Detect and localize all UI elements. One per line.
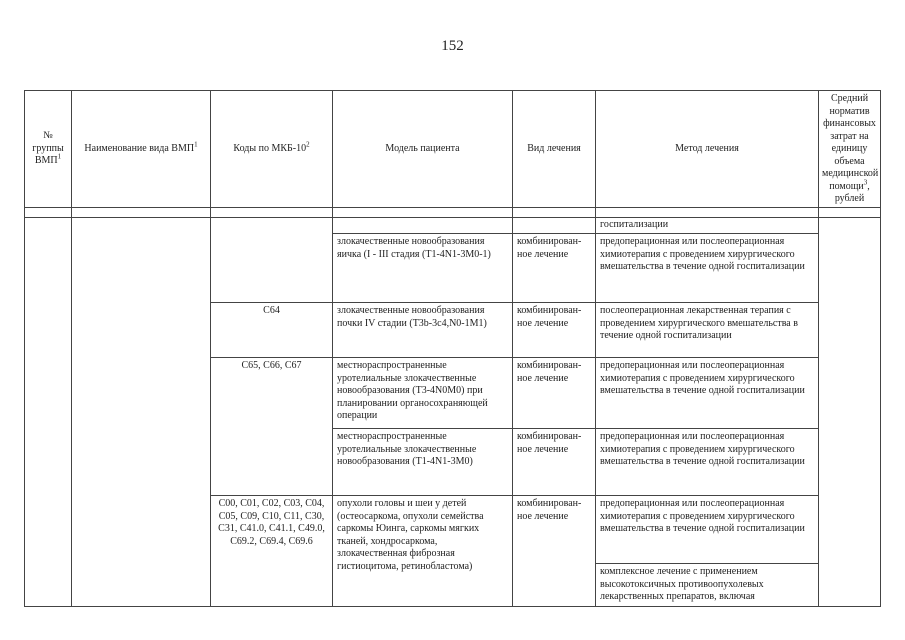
method-cell: комплексное лечение с применением высокотоксичных противоопухолевых лекарственных препаратов, включая xyxy=(596,564,819,607)
type-cell: комбинирован-ное лечение xyxy=(513,303,596,358)
vmp-table xyxy=(24,90,881,607)
codes-cell xyxy=(211,217,333,303)
model-cell: местнораспространенные уротелиальные злокачественные новообразования (T3-4N0M0) при планировании органосохраняющей операции xyxy=(333,358,513,429)
method-cell: предоперационная или послеоперационная химиотерапия с проведением хирургического вмешательства в течение одной госпитализации xyxy=(596,358,819,429)
type-cell: комбинирован-ное лечение xyxy=(513,358,596,429)
header-icd-codes: Коды по МКБ-$10^2$ xyxy=(211,91,333,208)
header-spacer-row xyxy=(25,207,881,217)
codes-cell: C00, C01, C02, C03, C04, C05, C09, C10, C11, C30, C31, C41.0, C41.1, C49.0, C69.2, C69.4, C69.6 xyxy=(211,496,333,607)
codes-cell: C65, C66, C67 xyxy=(211,358,333,496)
type-cell: комбинирован-ное лечение xyxy=(513,496,596,607)
vmp-name-cell xyxy=(72,217,211,606)
method-cell: предоперационная или послеоперационная химиотерапия с проведением хирургического вмешательства в течение одной госпитализации xyxy=(596,429,819,496)
table-header-row xyxy=(25,91,881,208)
type-cell: комбинирован-ное лечение xyxy=(513,234,596,303)
codes-cell: C64 xyxy=(211,303,333,358)
header-avg-cost: Средний норматив финансовых затрат на единицу объема медицинской помощи$^3$, рублей xyxy=(819,91,881,208)
avg-cost-cell xyxy=(819,217,881,606)
page-number: 152 xyxy=(441,38,464,54)
method-cell: предоперационная или послеоперационная химиотерапия с проведением хирургического вмешательства в течение одной госпитализации xyxy=(596,234,819,303)
type-cell: комбинирован-ное лечение xyxy=(513,429,596,496)
model-cell: злокачественные новообразования почки IV стадии (T3b-3c4,N0-1M1) xyxy=(333,303,513,358)
type-cell xyxy=(513,217,596,234)
model-cell: злокачественные новообразования яичка (I - III стадия (T1-4N1-3M0-1) xyxy=(333,234,513,303)
model-cell xyxy=(333,217,513,234)
header-treatment-method: Метод лечения xyxy=(596,91,819,208)
method-cell: послеоперационная лекарственная терапия с проведением хирургического вмешательства в течение одной госпитализации xyxy=(596,303,819,358)
header-patient-model: Модель пациента xyxy=(333,91,513,208)
model-cell: опухоли головы и шеи у детей (остеосаркома, опухоли семейства саркомы Юинга, саркомы мягких тканей, хондросаркома, злокачественная фиброзная гистиоцитома, ретинобластома) xyxy=(333,496,513,607)
header-treatment-type: Вид лечения xyxy=(513,91,596,208)
method-cell: предоперационная или послеоперационная химиотерапия с проведением хирургического вмешательства в течение одной госпитализации xyxy=(596,496,819,564)
table-row xyxy=(25,217,881,234)
method-cell: госпитализации xyxy=(596,217,819,234)
header-vmp-name: Наименование вида ВМП$^1$ xyxy=(72,91,211,208)
group-no-cell xyxy=(25,217,72,606)
header-group-no: № группы ВМП$^1$ xyxy=(25,91,72,208)
model-cell: местнораспространенные уротелиальные злокачественные новообразования (T1-4N1-3M0) xyxy=(333,429,513,496)
